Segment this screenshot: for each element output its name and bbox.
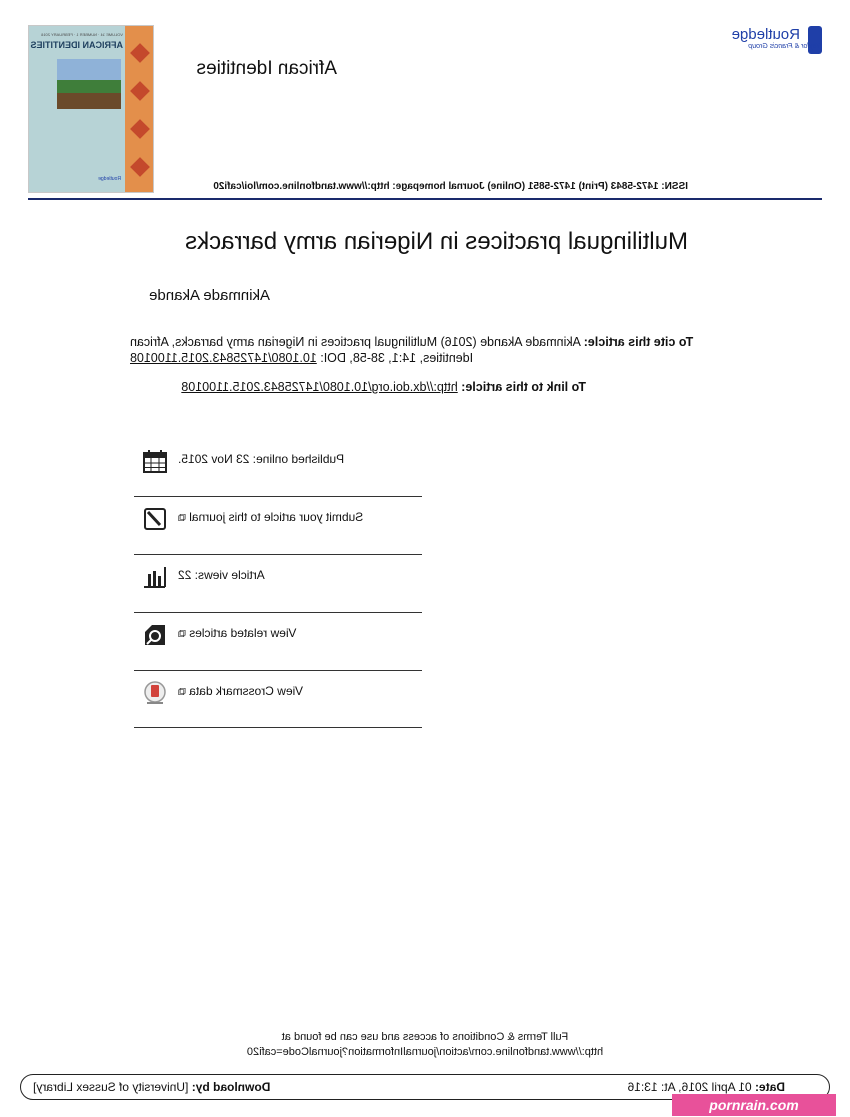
crossmark-icon: [142, 680, 168, 706]
external-link-icon: ⧉: [178, 628, 186, 640]
cite-label: To cite this article:: [583, 335, 694, 349]
article-link-line: [181, 380, 586, 394]
calendar-icon: [142, 448, 168, 474]
cover-diamond: [130, 119, 150, 139]
download-date: [628, 1080, 785, 1094]
crossmark-text: View Crossmark data: [189, 684, 304, 698]
cover-title: AFRICAN IDENTITIES: [30, 40, 123, 50]
cover-diamond: [130, 157, 150, 177]
info-divider: [134, 554, 422, 555]
crossmark-label[interactable]: [178, 684, 303, 699]
issn-line[interactable]: ISSN: 1472-5843 (Print) 1472-5851 (Online) Journal homepage: http://www.tandfonline.com/loi/cafi20: [213, 181, 688, 192]
article-title: Multilingual practices in Nigerian army barracks: [185, 228, 688, 255]
date-label: Date:: [754, 1080, 785, 1094]
info-divider: [134, 496, 422, 497]
header-divider: [28, 198, 822, 200]
article-url-link[interactable]: http://dx.doi.org/10.1080/14725843.2015.1100108: [181, 380, 458, 394]
cover-stripe: [125, 26, 153, 192]
cite-text: Akinmade Akande (2016) Multilingual practices in Nigerian army barracks, African Identities, 14:1, 38-58, DOI:: [130, 335, 584, 365]
citation-block: [130, 334, 710, 366]
terms-notice: [212, 1030, 638, 1060]
date-value: 01 April 2016, At: 13:16: [627, 1080, 755, 1094]
article-views-row: [134, 556, 422, 602]
cover-photo: [57, 59, 121, 109]
submit-article-label[interactable]: [178, 510, 363, 525]
published-online-label: Published online: 23 Nov 2015.: [178, 452, 345, 466]
info-divider: [134, 670, 422, 671]
related-articles-text: View related articles: [189, 626, 297, 640]
journal-title: African Identities: [196, 58, 337, 79]
published-online-row: [134, 440, 422, 486]
watermark-badge: pornrain.com: [672, 1094, 836, 1116]
external-link-icon: ⧉: [178, 686, 186, 698]
cover-diamond: [130, 81, 150, 101]
related-articles-row[interactable]: [134, 614, 422, 660]
external-link-icon: ⧉: [178, 512, 186, 524]
cover-topline: VOLUME 14 · NUMBER 1 · FEBRUARY 2016: [41, 32, 123, 37]
article-author: Akinmade Akande: [149, 287, 270, 304]
cover-publisher: Routledge: [98, 176, 121, 182]
search-icon: [142, 622, 168, 648]
link-label: To link to this article:: [457, 380, 586, 394]
download-label: Download by:: [191, 1080, 271, 1094]
edit-icon: [142, 506, 168, 532]
submit-article-row[interactable]: [134, 498, 422, 544]
cite-doi-link[interactable]: 10.1080/14725843.2015.1100108: [130, 351, 317, 365]
download-value: [University of Sussex Library]: [33, 1080, 192, 1094]
logo-brand-text: Routledge: [731, 26, 800, 43]
cover-diamond: [130, 43, 150, 63]
publisher-logo[interactable]: [718, 26, 822, 56]
logo-group-text: Taylor & Francis Group: [748, 43, 820, 50]
bar-chart-icon: [142, 564, 168, 590]
terms-url-link[interactable]: http://www.tandfonline.com/action/journalInformation?journalCode=cafi20: [246, 1046, 604, 1058]
crossmark-row[interactable]: [134, 672, 422, 718]
submit-article-text: Submit your article to this journal: [189, 510, 364, 524]
download-by: [33, 1080, 270, 1094]
info-divider: [134, 727, 422, 728]
terms-line: Full Terms & Conditions of access and use can be found at: [281, 1031, 569, 1043]
info-divider: [134, 612, 422, 613]
related-articles-label[interactable]: [178, 626, 296, 641]
journal-cover-image[interactable]: [28, 25, 154, 193]
article-views-label: Article views: 22: [178, 568, 265, 582]
